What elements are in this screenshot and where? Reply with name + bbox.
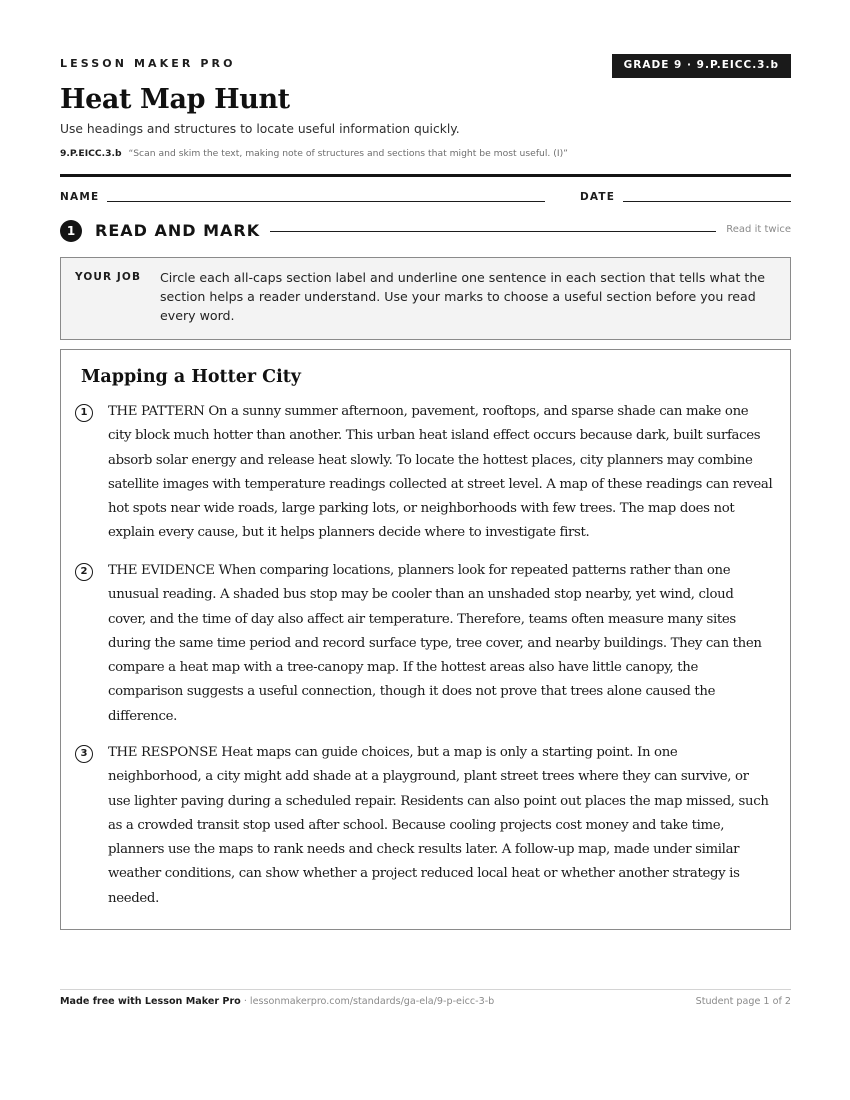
- page-subtitle: Use headings and structures to locate useful information quickly.: [60, 122, 460, 136]
- standard-line: [60, 148, 568, 159]
- section-title: READ AND MARK: [95, 221, 261, 240]
- name-label: NAME: [60, 191, 100, 203]
- passage-paragraph: THE EVIDENCE When comparing locations, planners look for repeated patterns rather than one unusual reading. A shaded bus stop may be cooler than an unshaded stop nearby, yet wind, cloud cover, and the time of day also affect air temperature. Therefore, teams often measure many sites during the same time period and record surface type, tree cover, and nearby buildings. They can then compare a heat map with a tree-canopy map. If the hottest areas also have little canopy, the comparison suggests a useful connection, though it does not prove that trees alone caused the difference.: [108, 563, 762, 724]
- passage-title: Mapping a Hotter City: [81, 367, 301, 387]
- standard-code: 9.P.EICC.3.b: [60, 148, 122, 159]
- page-number: Student page 1 of 2: [695, 996, 791, 1007]
- brand-name: LESSON MAKER PRO: [60, 57, 236, 70]
- page-title: Heat Map Hunt: [60, 84, 290, 115]
- paragraph-number: 1: [75, 404, 93, 422]
- footer-made-with: Made free with Lesson Maker Pro: [60, 996, 241, 1007]
- passage-paragraph: THE PATTERN On a sunny summer afternoon, pavement, rooftops, and sparse shade can make one city block much hotter than another. This urban heat island effect occurs because dark, built surfaces absorb solar energy and release heat slowly. To locate the hottest places, city planners may combine satellite images with temperature readings collected at street level. A map of these readings can reveal hot spots near wide roads, large parking lots, or neighborhoods with few trees. The map does not explain every cause, but it helps planners decide where to investigate first.: [108, 404, 773, 541]
- section-rule: [270, 231, 716, 232]
- standard-text: “Scan and skim the text, making note of structures and sections that might be most useful. (I)”: [128, 148, 568, 159]
- date-field[interactable]: [623, 201, 791, 202]
- your-job-box: [60, 257, 791, 340]
- footer-url[interactable]: · lessonmakerpro.com/standards/ga-ela/9-p-eicc-3-b: [240, 996, 495, 1007]
- section-note: Read it twice: [726, 224, 791, 235]
- worksheet-page: [60, 0, 791, 1100]
- footer-divider: [60, 989, 791, 990]
- date-label: DATE: [580, 191, 616, 203]
- your-job-text: Circle each all-caps section label and underline one sentence in each section that tells what the section helps a reader understand. Use your marks to choose a useful section before you read every word.: [160, 270, 766, 323]
- grade-badge: GRADE 9 · 9.P.EICC.3.b: [612, 54, 791, 78]
- passage-paragraph: THE RESPONSE Heat maps can guide choices, but a map is only a starting point. In one neighborhood, a city might add shade at a playground, plant street trees where they can survive, or use lighter paving during a scheduled repair. Residents can also point out places the map missed, such as a crowded transit stop used after school. Because cooling projects cost money and take time, planners use the maps to rank needs and check results later. A follow-up map, made under similar weather conditions, can show whether a project reduced local heat or whether another strategy is needed.: [108, 745, 769, 906]
- footer-credit: [60, 996, 494, 1007]
- name-field[interactable]: [107, 201, 545, 202]
- paragraph-number: 3: [75, 745, 93, 763]
- section-number-badge: 1: [60, 220, 82, 242]
- reading-passage: [60, 349, 791, 930]
- paragraph-number: 2: [75, 563, 93, 581]
- your-job-label: YOUR JOB: [75, 271, 142, 283]
- header-divider: [60, 174, 791, 177]
